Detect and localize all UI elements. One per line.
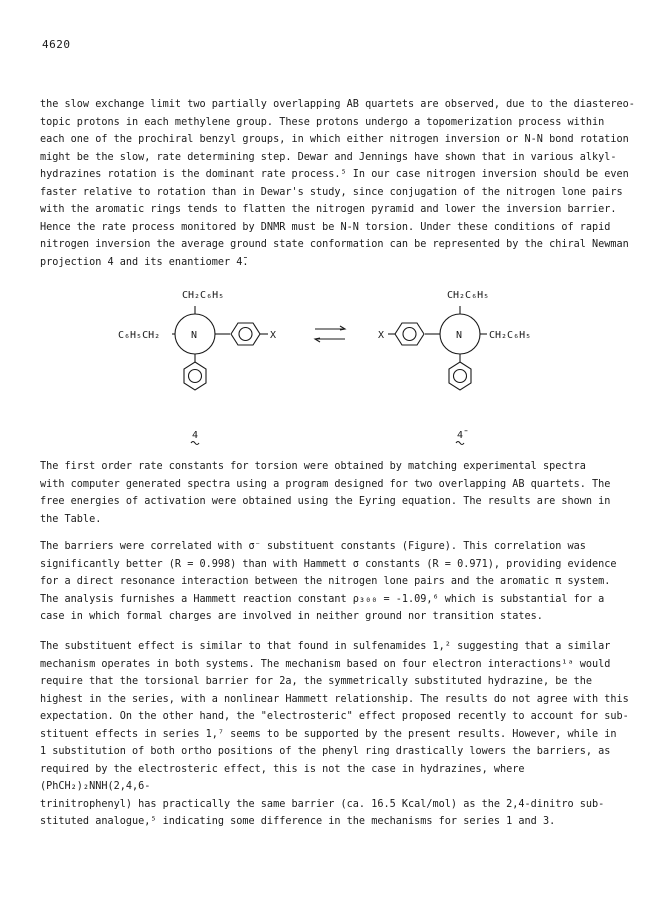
right-top-group: CH₂C₆H₅ — [447, 290, 490, 301]
newman-projection-svg — [0, 282, 672, 452]
right-substituent-x: X — [378, 330, 385, 341]
right-center-atom: N — [456, 330, 463, 341]
paragraph-3: The barriers were correlated with σ⁻ substituent constants (Figure). This correlation was significantly better (R = 0.998) than with Hammett σ constants (R = 0.971), providing evidence for a direct resonance interaction between the nitrogen lone pairs and the aromatic π system. The analysis furnishes a Hammett reaction constant ρ₃₀₀ = -1.09,⁶ which is substantial for a case in which formal charges are involved in neither ground nor transition states. — [40, 541, 617, 622]
phenyl-ring-right-x — [395, 323, 424, 345]
phenyl-ring-right-bottom — [449, 362, 471, 390]
paragraph-1: the slow exchange limit two partially overlapping AB quartets are observed, due to the diastereo- topic protons in each methylene group. These protons undergo a topomerization process within each one of the prochiral benzyl groups, in which either nitrogen inversion or N-N bond rotation might be the slow, rate determining step. Dewar and Jennings have shown that in various alkyl- hydrazines rotation is the dominant rate process.⁵ In our case nitrogen inversion should be even faster relative to rotation than in Dewar's study, since conjugation of the nitrogen lone pairs with the aromatic rings tends to flatten the nitrogen pyramid and lower the inversion barrier. Hence the rate process monitored by DNMR must be N-N torsion. Under these conditions of rapid nitrogen inversion the average ground state conformation can be represented by the chiral Newman projection 4 and its enantiomer 4̄. — [40, 99, 635, 268]
left-center-atom: N — [191, 330, 198, 341]
page-number: 4620 — [42, 38, 71, 51]
left-left-group: C₆H₅CH₂ — [118, 330, 161, 341]
paragraph-2: The first order rate constants for torsion were obtained by matching experimental spectra with computer generated spectra using a program designed for two overlapping AB quartets. The free energies of activation were obtained using the Eyring equation. The results are shown in the Table. — [40, 461, 611, 525]
left-substituent-x: X — [270, 330, 277, 341]
phenyl-ring-left-bottom — [184, 362, 206, 390]
label-compound-4: 4 — [192, 430, 199, 441]
label-compound-4-enantiomer: 4̄ — [457, 430, 464, 441]
paragraph-4: The substituent effect is similar to that found in sulfenamides 1,² suggesting that a similar mechanism operates in both systems. The mechanism based on four electron interactions¹ᵃ would require that the torsional barrier for 2a, the symmetrically substituted hydrazine, be the highest in the series, with a nonlinear Hammett relationship. The results do not agree with this expectation. On the other hand, the "electrosteric" effect proposed recently to account for sub- stituent effects in series 1,⁷ seems to be supported by the present results. However, while in 1 substitution of both ortho positions of the phenyl ring drastically lowers the barriers, as required by the electrosteric effect, this is not the case in hydrazines, where (PhCH₂)₂NNH(2,4,6- trinitrophenyl) has practically the same barrier (ca. 16.5 Kcal/mol) as the 2,4-dinitro sub- stituted analogue,⁵ indicating some difference in the mechanisms for series 1 and 3. — [40, 641, 629, 827]
newman-projection-figure — [0, 282, 672, 452]
phenyl-ring-left-x — [231, 323, 260, 345]
left-top-group: CH₂C₆H₅ — [182, 290, 225, 301]
right-right-group: CH₂C₆H₅ — [489, 330, 532, 341]
